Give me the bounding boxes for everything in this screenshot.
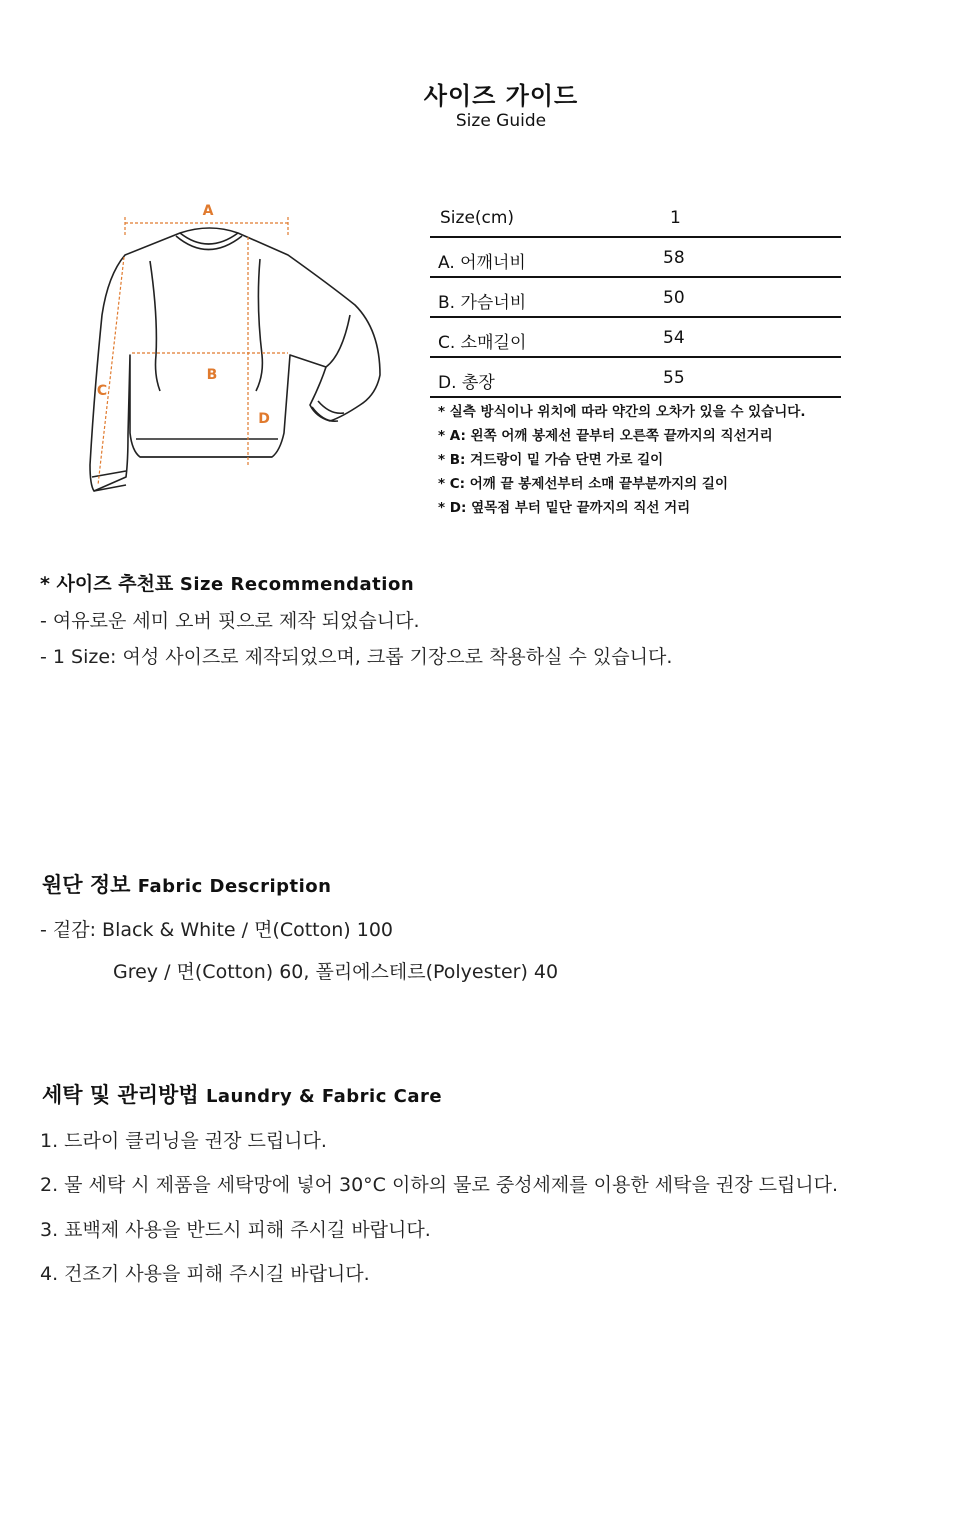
row-label: D. 총장 bbox=[438, 373, 495, 393]
page-subtitle: Size Guide bbox=[455, 111, 547, 131]
sweatshirt-diagram bbox=[80, 195, 400, 505]
recommendation-line: - 1 Size: 여성 사이즈로 제작되었으며, 크롭 기장으로 착용하실 수 있습니다. bbox=[40, 646, 673, 668]
label-d: D bbox=[258, 411, 270, 427]
row-value: 58 bbox=[663, 248, 685, 268]
fabric-line: Grey / 면(Cotton) 60, 폴리에스테르(Polyester) 40 bbox=[113, 961, 559, 983]
row-value: 54 bbox=[663, 328, 685, 348]
fabric-heading bbox=[42, 869, 331, 899]
size-table bbox=[430, 198, 841, 398]
note-item: * 실측 방식이나 위치에 따라 약간의 오차가 있을 수 있습니다. bbox=[438, 404, 806, 420]
care-item: 1. 드라이 클리닝을 권장 드립니다. bbox=[40, 1130, 327, 1152]
row-label: A. 어깨너비 bbox=[438, 253, 526, 273]
care-heading-en: Laundry & Fabric Care bbox=[205, 1086, 443, 1107]
table-row bbox=[430, 278, 841, 318]
size-table-header-value: 1 bbox=[670, 208, 681, 228]
recommendation-heading bbox=[40, 569, 414, 596]
fabric-heading-ko: 원단 정보 bbox=[42, 873, 131, 897]
size-table-header bbox=[430, 198, 841, 238]
recommendation-line: - 여유로운 세미 오버 핏으로 제작 되었습니다. bbox=[40, 610, 420, 632]
size-table-header-label: Size(cm) bbox=[440, 208, 515, 228]
care-heading bbox=[42, 1079, 442, 1109]
measure-line-c bbox=[98, 257, 124, 485]
recommendation-heading-en: Size Recommendation bbox=[179, 574, 415, 595]
fabric-line: - 겉감: Black & White / 면(Cotton) 100 bbox=[40, 919, 394, 941]
recommendation-heading-ko: * 사이즈 추천표 bbox=[40, 573, 174, 595]
label-a: A bbox=[202, 203, 214, 219]
collar bbox=[180, 233, 238, 244]
measurement-notes bbox=[438, 400, 805, 520]
row-value: 50 bbox=[663, 288, 685, 308]
table-row bbox=[430, 358, 841, 398]
sweatshirt-outline bbox=[90, 228, 380, 491]
note-item: * C: 어깨 끝 봉제선부터 소매 끝부분까지의 길이 bbox=[438, 476, 729, 492]
care-item: 2. 물 세탁 시 제품을 세탁망에 넣어 30°C 이하의 물로 중성세제를 이용한 세탁을 권장 드립니다. bbox=[40, 1174, 839, 1196]
row-value: 55 bbox=[663, 368, 685, 388]
table-row bbox=[430, 238, 841, 278]
row-label: C. 소매길이 bbox=[438, 333, 527, 353]
note-item: * D: 옆목점 부터 밑단 끝까지의 직선 거리 bbox=[438, 500, 691, 516]
row-label: B. 가슴너비 bbox=[438, 293, 527, 313]
note-item: * B: 겨드랑이 밑 가슴 단면 가로 길이 bbox=[438, 452, 664, 468]
label-c: C bbox=[96, 383, 108, 399]
care-item: 3. 표백제 사용을 반드시 피해 주시길 바랍니다. bbox=[40, 1219, 431, 1241]
fabric-heading-en: Fabric Description bbox=[137, 876, 332, 897]
note-item: * A: 왼쪽 어깨 봉제선 끝부터 오른쪽 끝까지의 직선거리 bbox=[438, 428, 773, 444]
page-title: 사이즈 가이드 bbox=[423, 82, 579, 110]
label-b: B bbox=[206, 367, 218, 383]
care-heading-ko: 세탁 및 관리방법 bbox=[42, 1083, 199, 1107]
care-item: 4. 건조기 사용을 피해 주시길 바랍니다. bbox=[40, 1263, 370, 1285]
table-row bbox=[430, 318, 841, 358]
